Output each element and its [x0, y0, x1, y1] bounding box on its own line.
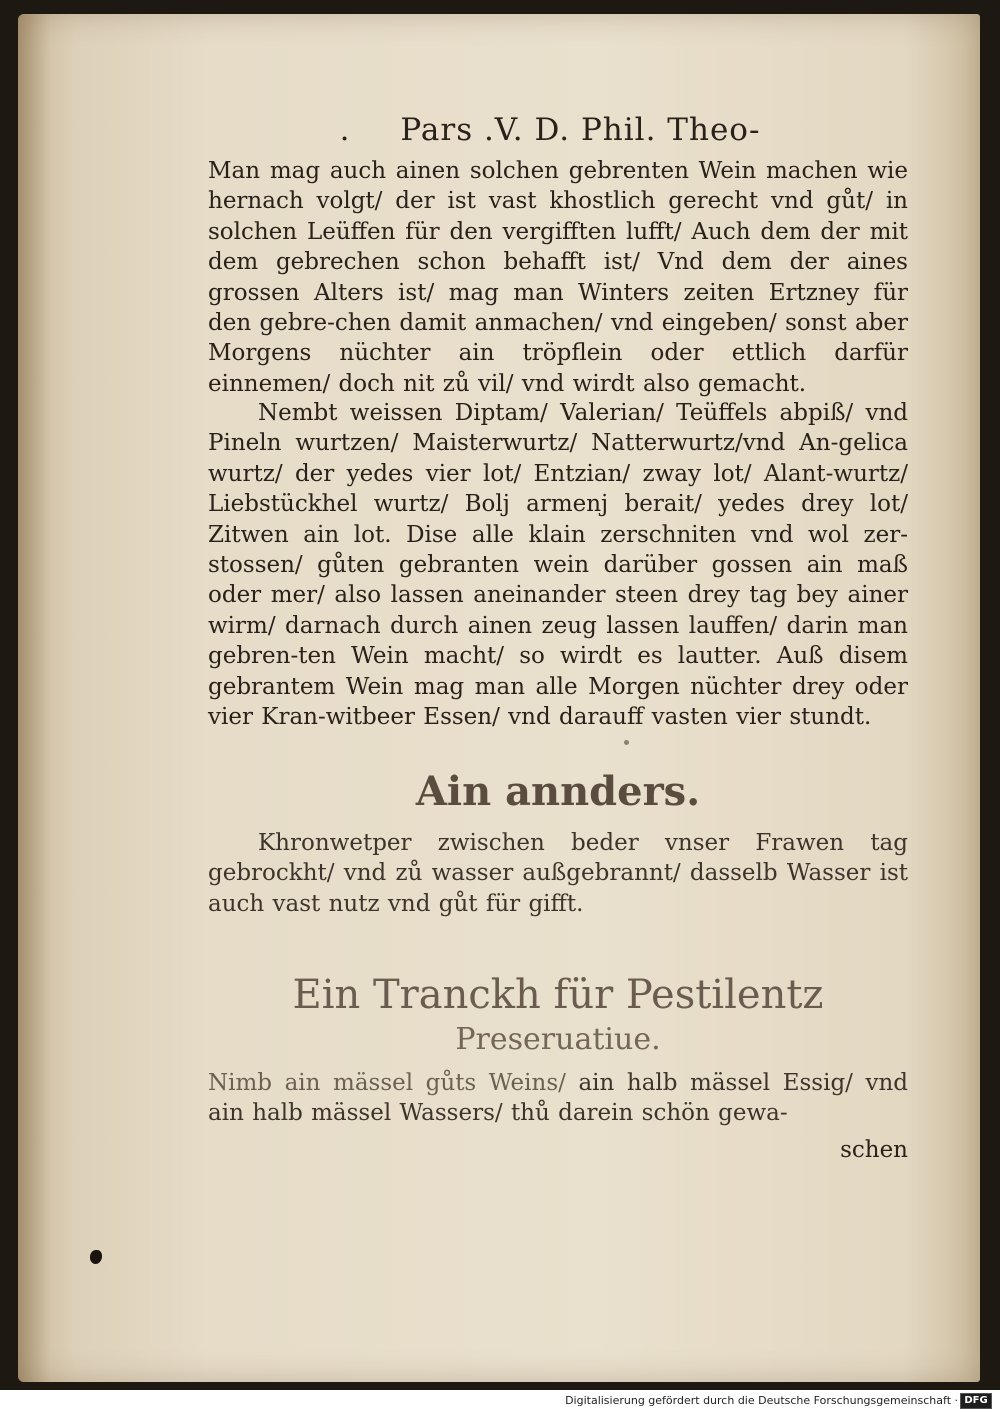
paragraph-3: Khronwetper zwischen beder vnser Frawen tag gebrockht/ vnd zů wasser außgebrannt/ dasselb Wasser ist auch vast nutz vnd gůt für gifft. [208, 830, 908, 917]
paragraph-4-lead: Nimb ain mässel gůts Weins/ [208, 1070, 566, 1096]
funding-notice: Digitalisierung gefördert durch die Deutsche Forschungsgemeinschaft · [565, 1394, 958, 1407]
running-title: Pars .V. D. Phil. Theo- [400, 112, 761, 148]
section-heading-ain-annders: Ain annders. [415, 768, 701, 815]
catchword: schen [840, 1137, 908, 1163]
section-heading-tranckh: Ein Tranckh für Pestilentz [292, 972, 824, 1018]
paragraph-4-rest: ain halb mässel Essig/ vnd ain halb mässel Wassers/ thů darein schön gewa- [208, 1070, 908, 1127]
paragraph-4 [208, 1068, 908, 1129]
paragraph-1: Man mag auch ainen solchen gebrenten Wein machen wie hernach volgt/ der ist vast khostlich gerecht vnd gůt/ in solchen Leüffen für den vergifften lufft/ Auch dem der mit dem gebrechen schon behafft ist/ Vnd dem der aines grossen Alters ist/ mag man Winters zeiten Ertzney für den gebre-chen damit anmachen/ vnd eingeben/ sonst aber Morgens nüchter ain tröpflein oder ettlich darfür einnemen/ doch nit zů vil/ vnd wirdt also gemacht. [208, 158, 908, 397]
paragraph-2: Nembt weissen Diptam/ Valerian/ Teüffels abpiß/ vnd Pineln wurtzen/ Maisterwurtz/ Natterwurtz/vnd An-gelica wurtz/ der yedes vier lot/ Entzian/ zway lot/ Alant-wurtz/ Liebstückhel wurtz/ Bolj armenj berait/ yedes drey lot/ Zitwen ain lot. Dise alle klain zerschniten vnd wol zer-stossen/ gůten gebranten wein darüber gossen ain maß oder mer/ also lassen aneinander steen drey tag bey ainer wirm/ darnach durch ainen zeug lassen lauffen/ darin man gebren-ten Wein macht/ so wirdt es lautter. Auß disem gebrantem Wein mag man alle Morgen nüchter drey oder vier Kran-witbeer Essen/ vnd darauff vasten vier stundt. [208, 400, 908, 731]
section-subheading: Preseruatiue. [455, 1022, 661, 1057]
running-header [200, 112, 900, 148]
ink-speck [624, 740, 629, 745]
page-spine-shadow [18, 14, 50, 1382]
header-dot: . [339, 112, 351, 148]
footer-bar [0, 1390, 1000, 1412]
dfg-logo: DFG [960, 1393, 992, 1409]
